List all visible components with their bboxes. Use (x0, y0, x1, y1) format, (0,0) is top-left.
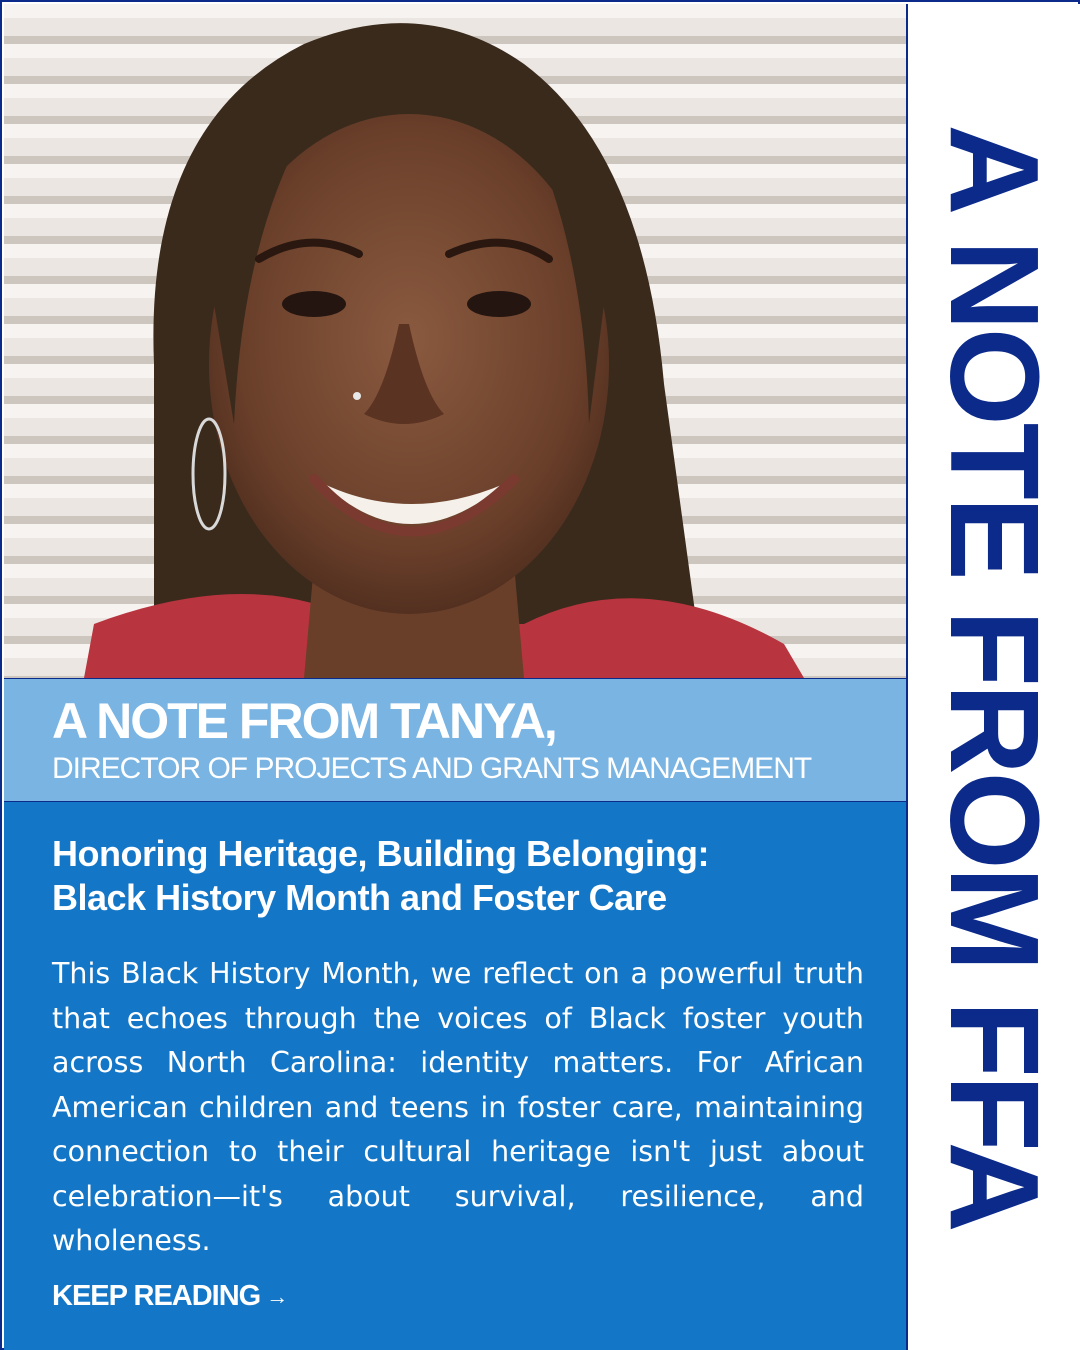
vertical-title-sidebar (906, 4, 1080, 1350)
article-body: This Black History Month, we reflect on a powerful truth that echoes through the voices of Black foster youth across North Carolina: identity matters. For African American children and teens in foster care, maintaining connection to their cultural heritage isn't just about celebration—it's about survival, resilience, and wholeness. (52, 957, 864, 1257)
vertical-title: A NOTE FROM FFA (924, 124, 1065, 1230)
article-panel (4, 802, 906, 1350)
arrow-right-icon: → (266, 1283, 288, 1309)
headline-line-1: Honoring Heritage, Building Belonging: (52, 833, 709, 874)
article-headline (52, 832, 872, 920)
keep-reading-link[interactable] (52, 1280, 287, 1313)
name-band (4, 678, 906, 802)
portrait-illustration (4, 4, 906, 678)
keep-reading-label: KEEP READING (52, 1280, 261, 1312)
portrait-photo (4, 4, 906, 678)
author-title: A NOTE FROM TANYA, (52, 693, 556, 749)
author-role: DIRECTOR OF PROJECTS AND GRANTS MANAGEMENT (52, 752, 812, 785)
headline-line-2: Black History Month and Foster Care (52, 877, 667, 918)
